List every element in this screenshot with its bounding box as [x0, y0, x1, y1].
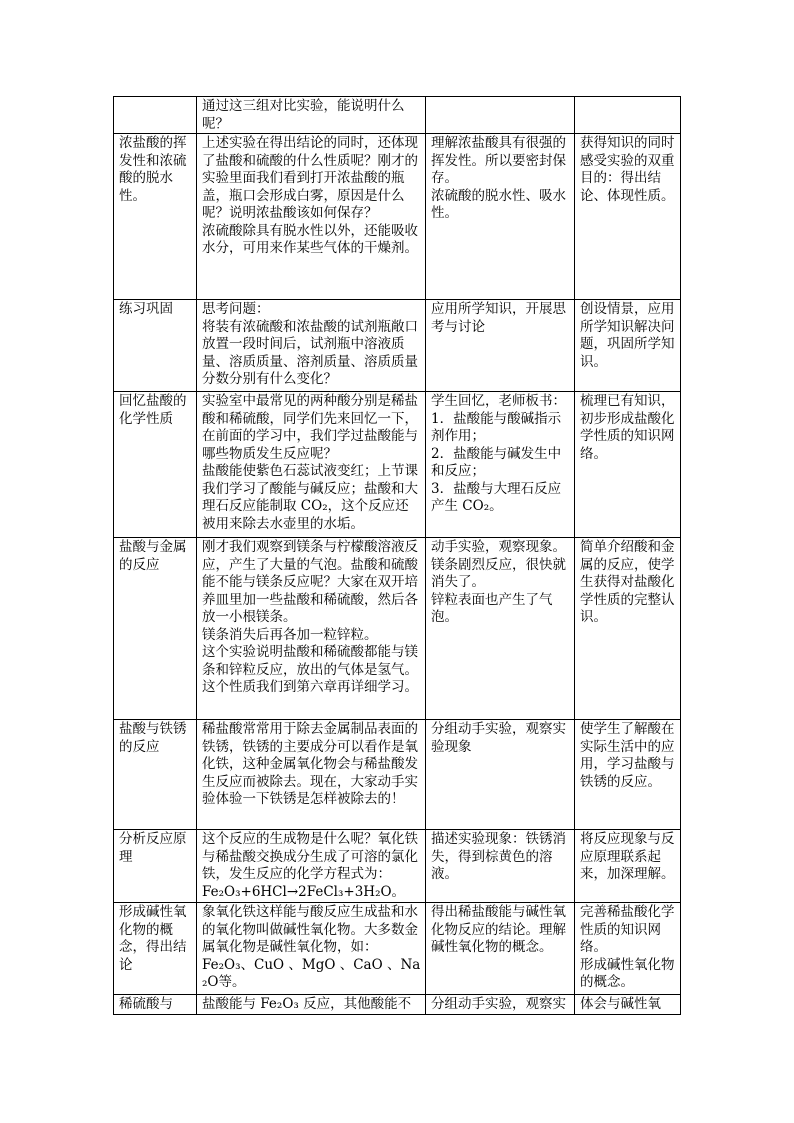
student-activity-cell: 描述实验现象：铁锈消失，得到棕黄色的溶液。 [426, 830, 575, 903]
table-row [114, 995, 681, 1015]
design-purpose-cell: 体会与碱性氧 [575, 995, 681, 1015]
teacher-activity-cell: 象氧化铁这样能与酸反应生成盐和水的氧化物叫做碱性氧化物。大多数金属氧化物是碱性氧化物，如： Fe₂O₃、CuO 、MgO 、CaO 、Na₂O等。 [197, 903, 426, 995]
design-purpose-cell: 创设情景，应用所学知识解决问题，巩固所学知识。 [575, 300, 681, 392]
student-activity-cell: 理解浓盐酸具有很强的挥发性。所以要密封保存。 浓硫酸的脱水性、吸水性。 [426, 134, 575, 300]
topic-cell: 稀硫酸与 [114, 995, 197, 1015]
topic-cell: 形成碱性氧化物的概念，得出结论 [114, 903, 197, 995]
table-row [114, 903, 681, 995]
teacher-activity-cell: 上述实验在得出结论的同时，还体现了盐酸和硫酸的什么性质呢？刚才的实验里面我们看到打开浓盐酸的瓶盖，瓶口会形成白雾，原因是什么呢？说明浓盐酸该如何保存？ 浓硫酸除具有脱水性以外，还能吸收水分，可用来作某些气体的干燥剂。 [197, 134, 426, 300]
design-purpose-cell: 梳理已有知识，初步形成盐酸化学性质的知识网络。 [575, 392, 681, 538]
teacher-activity-cell: 实验室中最常见的两种酸分别是稀盐酸和稀硫酸，同学们先来回忆一下，在前面的学习中，我们学过盐酸能与哪些物质发生反应呢？ 盐酸能使紫色石蕊试液变红；上节课我们学习了酸能与碱反应；盐酸和大理石反应能制取 CO₂，这个反应还被用来除去水壶里的水垢。 [197, 392, 426, 538]
teacher-activity-cell: 盐酸能与 Fe₂O₃ 反应，其他酸能不 [197, 995, 426, 1015]
table-row [114, 134, 681, 300]
table-row [114, 830, 681, 903]
design-purpose-cell: 简单介绍酸和金属的反应，使学生获得对盐酸化学性质的完整认识。 [575, 538, 681, 720]
teacher-activity-cell: 思考问题： 将装有浓硫酸和浓盐酸的试剂瓶敞口放置一段时间后，试剂瓶中溶液质量、溶质质量、溶剂质量、溶质质量分数分别有什么变化？ [197, 300, 426, 392]
topic-cell: 盐酸与金属的反应 [114, 538, 197, 720]
topic-cell [114, 97, 197, 134]
student-activity-cell [426, 97, 575, 134]
table-row [114, 97, 681, 134]
topic-cell: 分析反应原理 [114, 830, 197, 903]
student-activity-cell: 分组动手实验，观察实 [426, 995, 575, 1015]
table-row [114, 720, 681, 830]
design-purpose-cell [575, 97, 681, 134]
teacher-activity-cell: 稀盐酸常常用于除去金属制品表面的铁锈，铁锈的主要成分可以看作是氧化铁，这种金属氧化物会与稀盐酸发生反应而被除去。现在，大家动手实验体验一下铁锈是怎样被除去的！ [197, 720, 426, 830]
teacher-activity-cell: 这个反应的生成物是什么呢？氧化铁与稀盐酸交换成分生成了可溶的氯化铁，发生反应的化学方程式为： Fe₂O₃+6HCl→2FeCl₃+3H₂O。 [197, 830, 426, 903]
teacher-activity-cell: 通过这三组对比实验，能说明什么呢？ [197, 97, 426, 134]
student-activity-cell: 应用所学知识，开展思考与讨论 [426, 300, 575, 392]
table-row [114, 300, 681, 392]
teacher-activity-cell: 刚才我们观察到镁条与柠檬酸溶液反应，产生了大量的气泡。盐酸和硫酸能不能与镁条反应呢？大家在双开培养皿里加一些盐酸和稀硫酸，然后各放一小根镁条。 镁条消失后再各加一粒锌粒。 这个实验说明盐酸和稀硫酸都能与镁条和锌粒反应，放出的气体是氢气。这个性质我们到第六章再详细学习。 [197, 538, 426, 720]
design-purpose-cell: 使学生了解酸在实际生活中的应用，学习盐酸与铁锈的反应。 [575, 720, 681, 830]
table-row [114, 538, 681, 720]
student-activity-cell: 得出稀盐酸能与碱性氧化物反应的结论。理解碱性氧化物的概念。 [426, 903, 575, 995]
design-purpose-cell: 获得知识的同时感受实验的双重目的：得出结论、体现性质。 [575, 134, 681, 300]
topic-cell: 练习巩固 [114, 300, 197, 392]
topic-cell: 浓盐酸的挥发性和浓硫酸的脱水性。 [114, 134, 197, 300]
design-purpose-cell: 将反应现象与反应原理联系起来，加深理解。 [575, 830, 681, 903]
lesson-plan-table [113, 96, 681, 1015]
student-activity-cell: 分组动手实验，观察实验现象 [426, 720, 575, 830]
student-activity-cell: 学生回忆，老师板书： 1．盐酸能与酸碱指示剂作用； 2．盐酸能与碱发生中和反应； 3．盐酸与大理石反应产生 CO₂。 [426, 392, 575, 538]
table-row [114, 392, 681, 538]
student-activity-cell: 动手实验，观察现象。 镁条剧烈反应，很快就消失了。 锌粒表面也产生了气泡。 [426, 538, 575, 720]
topic-cell: 盐酸与铁锈的反应 [114, 720, 197, 830]
topic-cell: 回忆盐酸的化学性质 [114, 392, 197, 538]
design-purpose-cell: 完善稀盐酸化学性质的知识网络。 形成碱性氧化物的概念。 [575, 903, 681, 995]
